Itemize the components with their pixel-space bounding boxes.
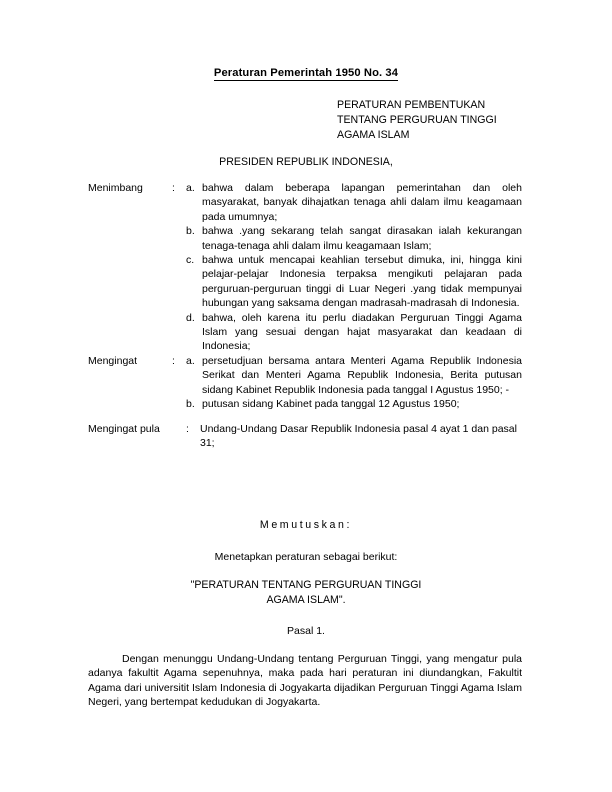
- clause-colon-mengingat-pula: :: [186, 422, 189, 435]
- authority-line: PRESIDEN REPUBLIK INDONESIA,: [219, 156, 393, 168]
- clause-item-marker: a.: [186, 354, 195, 367]
- clause-group-mengingat-pula: [88, 422, 522, 451]
- clause-item-text: putusan sidang Kabinet pada tanggal 12 Agustus 1950;: [202, 398, 460, 411]
- header-line-3: AGAMA ISLAM: [337, 129, 410, 142]
- clause-colon-mengingat: :: [172, 354, 175, 367]
- article-heading: Pasal 1.: [287, 625, 325, 637]
- header-line-2: TENTANG PERGURUAN TINGGI: [337, 114, 497, 127]
- clauses-section: [88, 181, 522, 450]
- clause-spacer: [88, 412, 522, 422]
- memutuskan-heading: Memutuskan:: [259, 519, 353, 531]
- clause-text-mengingat-pula: Undang-Undang Dasar Republik Indonesia pasal 4 ayat 1 dan pasal 31;: [200, 422, 517, 449]
- clause-item-marker: b.: [186, 398, 195, 411]
- clause-items-menimbang: [186, 181, 522, 354]
- clause-item: [186, 311, 522, 354]
- clause-item-marker: b.: [186, 225, 195, 238]
- document-title-text: Peraturan Pemerintah 1950 No. 34: [213, 67, 399, 79]
- header-line-1: PERATURAN PEMBENTUKAN: [337, 99, 486, 111]
- clause-item-text: persetudjuan bersama antara Menteri Agama Republik Indonesia Serikat dan Menteri Agama Republik Indonesia, Berita putusan sidang Kabinet Republik Indonesia pada tanggal I Agustus 1950; -: [202, 354, 522, 396]
- clause-item-marker: d.: [186, 311, 195, 324]
- clause-item-marker: c.: [186, 254, 195, 267]
- clause-item: [186, 354, 522, 397]
- clause-item: [186, 181, 522, 224]
- clause-label-mengingat: Mengingat: [88, 354, 138, 367]
- regulation-title: [0, 578, 612, 607]
- clause-item-text: bahwa untuk mencapai keahlian tersebut dimuka, ini, hingga kini pelajar-pelajar Indonesia terpaksa mengikuti pelajaran pada perguruan-perguruan tinggi di Luar Negeri .yang tidak mempunyai hubungan yang saksama dengan madrasah-madrasah di Indonesia.: [202, 254, 522, 310]
- regulation-title-line-2: AGAMA ISLAM".: [266, 593, 346, 606]
- clause-item-text: bahwa .yang sekarang telah sangat dirasakan ialah kekurangan tenaga-tenaga ahli dalam ilmu keagamaan Islam;: [202, 225, 522, 252]
- regulation-title-line-1: "PERATURAN TENTANG PERGURUAN TINGGI: [190, 579, 422, 591]
- menetapkan-line: Menetapkan peraturan sebagai berikut:: [214, 551, 398, 563]
- clause-label-menimbang: Menimbang: [88, 182, 143, 194]
- clause-label-mengingat-pula: Mengingat pula: [88, 422, 160, 435]
- clause-group-mengingat: [88, 354, 522, 412]
- clause-item: [186, 397, 522, 411]
- clause-item-text: bahwa dalam beberapa lapangan pemerintahan dan oleh masyarakat, banyak dihajatkan tenaga ahli dalam ilmu keagamaan pada umumnya;: [202, 182, 522, 223]
- document-header-block: [337, 98, 587, 144]
- clause-group-menimbang: [88, 181, 522, 354]
- clause-item-marker: a.: [186, 182, 195, 194]
- article-body-text: Dengan menunggu Undang-Undang tentang Perguruan Tinggi, yang mengatur pula adanya fakultit Agama sepenuhnya, maka pada hari peraturan ini diundangkan, Fakultit Agama dari universitit Islam Indonesia di Jogyakarta dijadikan Perguruan Tinggi Agama Islam Negeri, yang bertempat kedudukan di Jogyakarta.: [88, 653, 522, 709]
- clause-colon-menimbang: :: [172, 182, 175, 194]
- clause-items-mengingat: [186, 354, 522, 412]
- clause-item: [186, 224, 522, 253]
- clause-item-text: bahwa, oleh karena itu perlu diadakan Perguruan Tinggi Agama Islam yang sesuai dengan hajat masyarakat dan keadaan di Indonesia;: [202, 311, 522, 353]
- document-title: [0, 67, 612, 79]
- clause-item: [186, 253, 522, 311]
